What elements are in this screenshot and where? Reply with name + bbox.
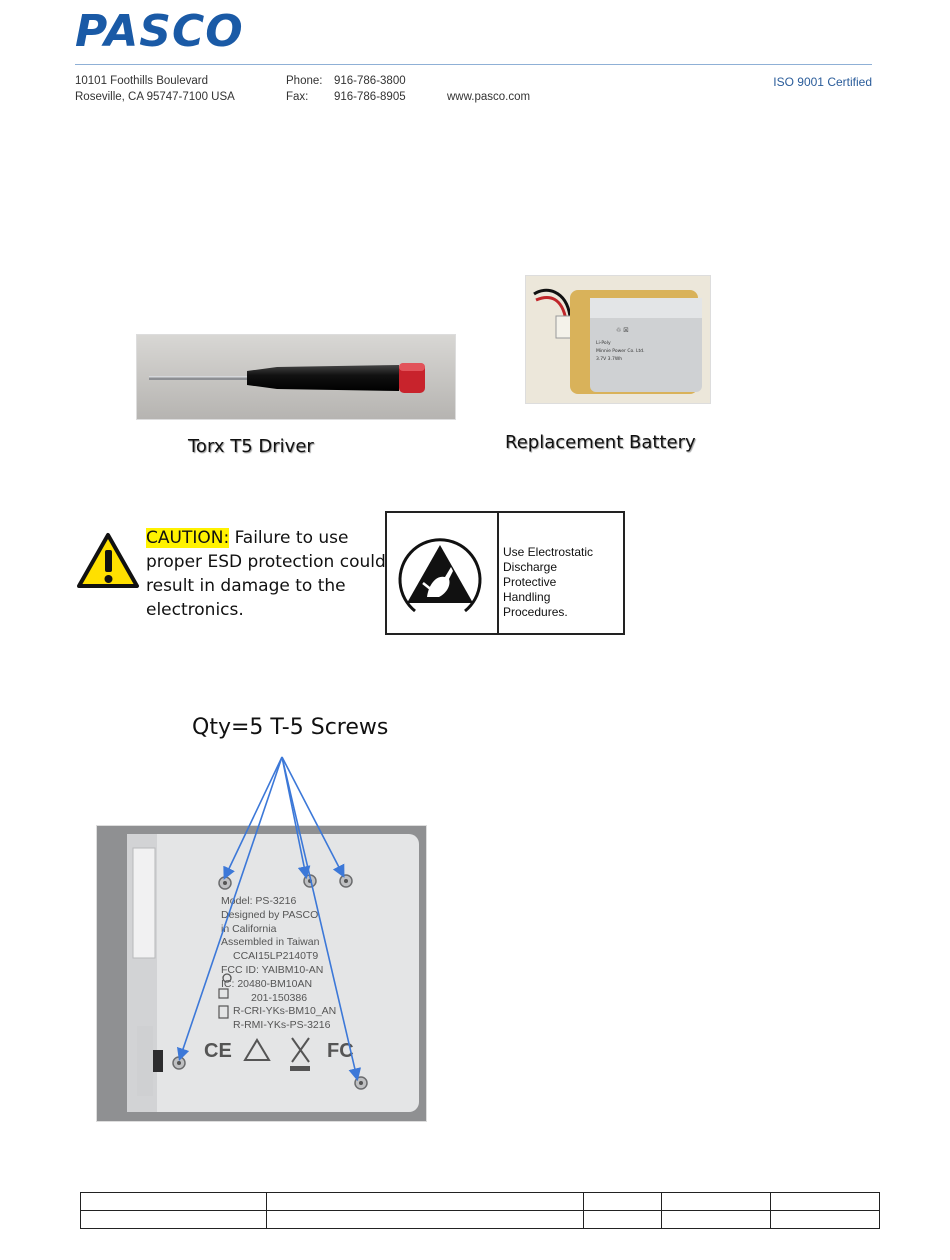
svg-text:3.7V 3.7Wh: 3.7V 3.7Wh xyxy=(596,357,623,362)
battery-illustration xyxy=(526,276,710,403)
screwdriver-illustration xyxy=(137,335,455,419)
iso-certification: ISO 9001 Certified xyxy=(773,75,872,89)
table-row xyxy=(81,1193,880,1211)
header-divider xyxy=(75,64,872,65)
website-link[interactable]: www.pasco.com xyxy=(447,91,531,103)
table-cell xyxy=(267,1193,584,1211)
table-cell xyxy=(770,1211,879,1229)
device-label-line: IC: 20480-BM10AN xyxy=(221,977,313,990)
esd-line: Procedures. xyxy=(503,605,568,619)
esd-notice xyxy=(385,511,625,635)
address-line-2: Roseville, CA 95747-7100 USA xyxy=(75,91,235,103)
caution-body: Failure to use proper ESD protection could result in damage to the electronics. xyxy=(146,528,386,620)
device-label-line: R-RMI-YKs-PS-3216 xyxy=(233,1019,331,1032)
device-label-line: 201-150386 xyxy=(251,991,308,1004)
screws-title: Qty=5 T-5 Screws xyxy=(192,715,389,740)
table-cell xyxy=(584,1193,662,1211)
torx-driver-caption: Torx T5 Driver xyxy=(188,436,314,457)
device-label-line: R-CRI-YKs-BM10_AN xyxy=(233,1005,337,1018)
device-label-line: Assembled in Taiwan xyxy=(221,936,320,949)
table-cell xyxy=(662,1193,770,1211)
battery-photo xyxy=(525,275,711,404)
warning-triangle-icon xyxy=(76,532,140,590)
battery-caption: Replacement Battery xyxy=(505,432,696,453)
caution-message xyxy=(146,526,386,622)
svg-text:♲ ☒: ♲ ☒ xyxy=(616,327,629,334)
table-cell xyxy=(81,1193,267,1211)
table-cell xyxy=(770,1193,879,1211)
device-label-line: CCAI15LP2140T9 xyxy=(233,950,319,963)
device-label xyxy=(221,895,336,1033)
fax-number: 916-786-8905 xyxy=(334,91,406,103)
device-label-line: in California xyxy=(221,922,277,935)
address-line-1: 10101 Foothills Boulevard xyxy=(75,75,208,87)
esd-line: Protective xyxy=(503,575,557,589)
fax-label: Fax: xyxy=(286,91,309,103)
device-label-line: Model: PS-3216 xyxy=(221,895,297,907)
contact-labels xyxy=(286,73,322,105)
caution-label: CAUTION: xyxy=(146,528,230,548)
phone-number: 916-786-3800 xyxy=(334,75,406,87)
esd-divider xyxy=(497,513,499,633)
pasco-logo: PASCO xyxy=(75,6,244,57)
torx-driver-photo xyxy=(136,334,456,420)
esd-instructions xyxy=(503,545,593,620)
table-cell xyxy=(662,1211,770,1229)
esd-line: Discharge xyxy=(503,560,558,574)
svg-text:Minnie Power Co. Ltd.: Minnie Power Co. Ltd. xyxy=(596,349,645,354)
table-cell xyxy=(584,1211,662,1229)
table-cell xyxy=(267,1211,584,1229)
phone-label: Phone: xyxy=(286,75,323,87)
esd-symbol-icon xyxy=(393,527,487,621)
document-footer-table xyxy=(80,1192,880,1229)
address-block xyxy=(75,73,235,105)
fcc-mark: FC xyxy=(327,1040,354,1062)
table-cell xyxy=(81,1211,267,1229)
device-label-line: FCC ID: YAIBM10-AN xyxy=(221,963,324,976)
svg-text:Li-Poly: Li-Poly xyxy=(596,341,611,346)
device-label-line: Designed by PASCO xyxy=(221,908,319,921)
esd-line: Use Electrostatic xyxy=(503,545,594,559)
contact-values xyxy=(334,73,406,105)
table-row xyxy=(81,1211,880,1229)
esd-line: Handling xyxy=(503,590,551,604)
ce-mark: CE xyxy=(204,1040,232,1062)
